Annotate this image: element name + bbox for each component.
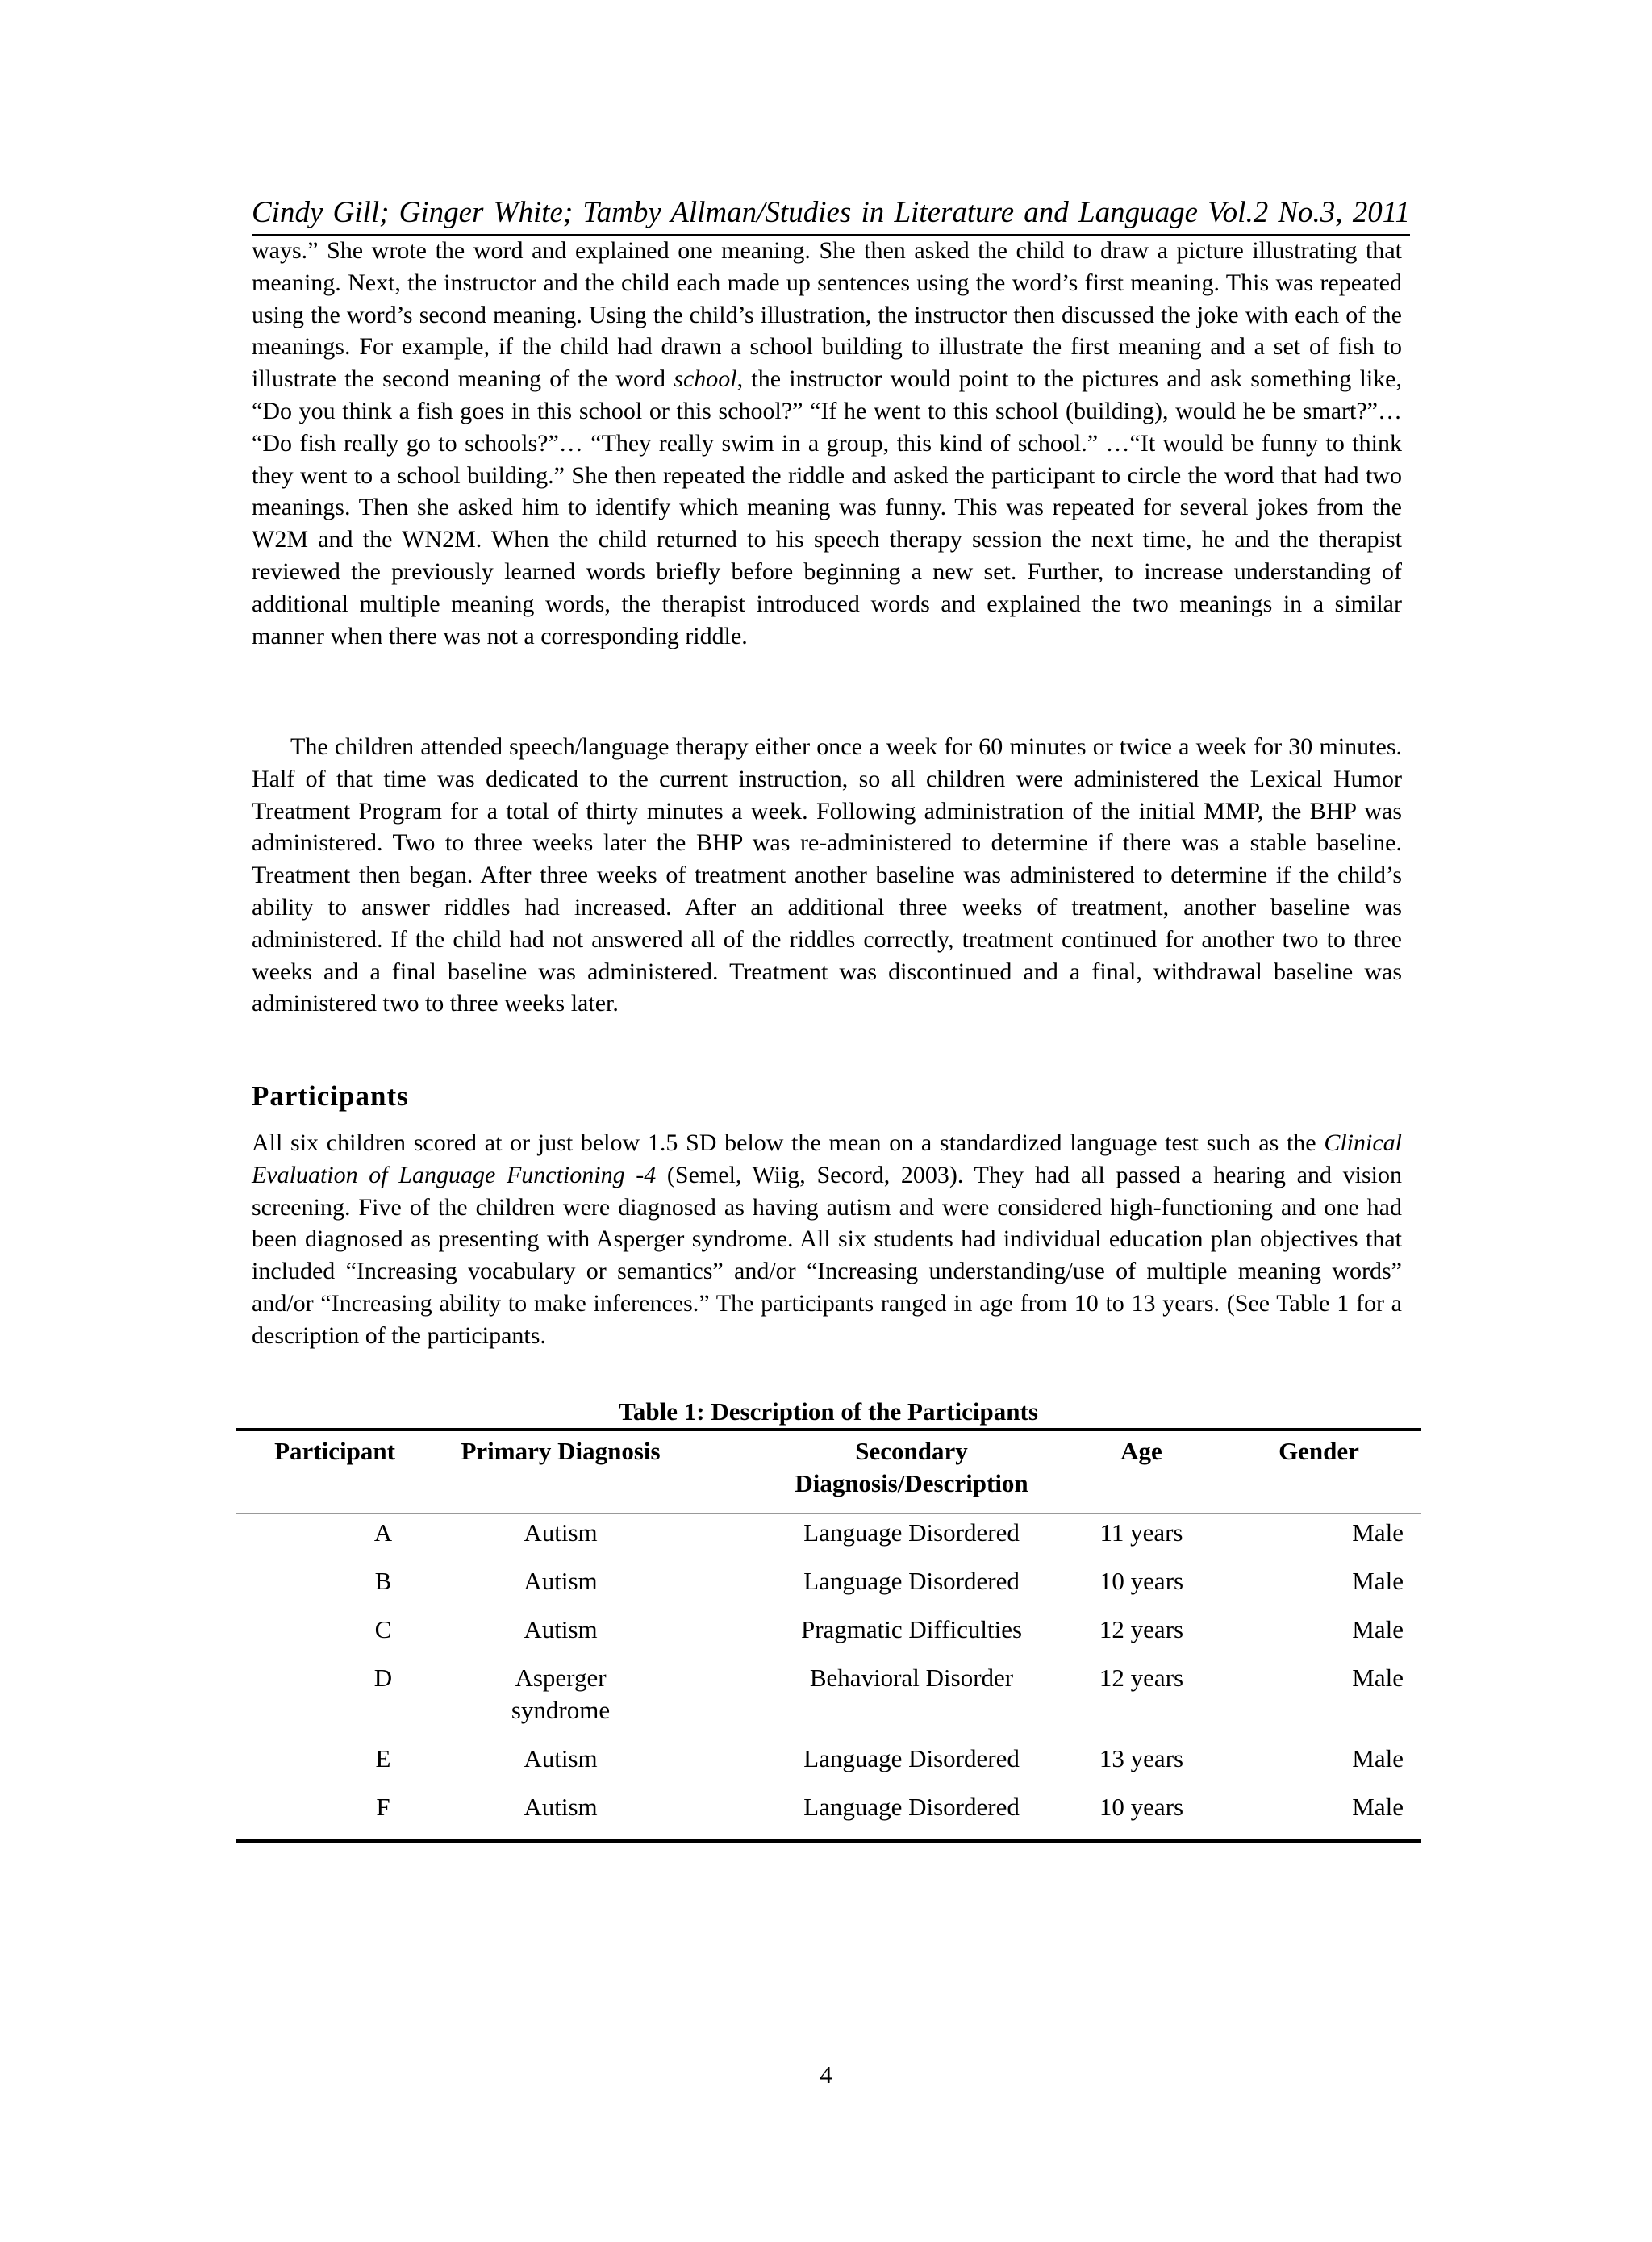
paragraph-text: , the instructor would point to the pictures and ask something like, “Do you think a fish goes in this school or this school?” “If he went to this school (building), would he be smart?”… “Do fish really go to schools?”… “They really swim in a group, this kind of school.” …“It would be funny to think they went to a school building.” She then repeated the riddle and asked the participant to circle the word that had two meanings. Then she asked him to identify which meaning was funny. This was repeated for several jokes from the W2M and the WN2M. When the child returned to his speech therapy session the next time, he and the therapist reviewed the previously learned words briefly before beginning a new set. Further, to increase understanding of additional multiple meaning words, the therapist introduced words and explained the two meanings in a similar manner when there was not a corresponding riddle.	[252, 365, 1402, 649]
cell-age: 12 years	[1099, 1615, 1184, 1643]
page-number: 4	[820, 2060, 832, 2089]
cell-secondary-diagnosis: Language Disordered	[803, 1567, 1020, 1595]
cell-secondary-diagnosis: Language Disordered	[803, 1744, 1020, 1772]
cell-age: 11 years	[1099, 1518, 1183, 1547]
cell-participant: C	[374, 1615, 392, 1643]
table-bottom-rule	[236, 1839, 1421, 1843]
cell-participant: E	[375, 1744, 391, 1772]
cell-gender: Male	[1352, 1744, 1404, 1772]
cell-age: 13 years	[1099, 1744, 1184, 1772]
cell-participant: F	[376, 1793, 390, 1821]
header-participant: Participant	[274, 1437, 395, 1465]
table-top-rule	[236, 1428, 1421, 1431]
cell-secondary-diagnosis: Pragmatic Difficulties	[800, 1615, 1023, 1643]
cell-secondary-diagnosis: Language Disordered	[803, 1518, 1020, 1547]
italic-test-title: Clinical Evaluation of Language Functioning -4	[252, 1129, 1402, 1188]
table-header-rule	[236, 1513, 1421, 1514]
cell-primary-diagnosis: Autism	[524, 1615, 598, 1643]
cell-primary-diagnosis: Autism	[524, 1793, 598, 1821]
header-age: Age	[1120, 1437, 1162, 1465]
section-heading-participants: Participants	[252, 1080, 409, 1112]
header-secondary-line1: Secondary	[855, 1437, 968, 1465]
cell-age: 10 years	[1099, 1793, 1184, 1821]
paragraph-text: ways.” She wrote the word and explained one meaning. She then asked the child to draw a picture illustrating that meaning. Next, the instructor and the child each made up sentences using the word’s first meaning. This was repeated using the word’s second meaning. Using the child’s illustration, the instructor then discussed the joke with each of the meanings. For example, if the child had drawn a school building to illustrate the first meaning and a set of fish to illustrate the second meaning of the word	[252, 237, 1402, 393]
table-caption: Table 1: Description of the Participants	[619, 1397, 1038, 1426]
cell-gender: Male	[1352, 1615, 1404, 1643]
cell-primary-diagnosis: Autism	[524, 1744, 598, 1772]
cell-participant: B	[374, 1567, 392, 1595]
cell-gender: Male	[1352, 1793, 1404, 1821]
cell-participant: A	[373, 1518, 393, 1547]
cell-gender: Male	[1352, 1567, 1404, 1595]
cell-secondary-diagnosis: Behavioral Disorder	[809, 1664, 1014, 1692]
cell-primary-diagnosis: Autism	[524, 1567, 598, 1595]
header-secondary-line2: Diagnosis/Description	[795, 1469, 1028, 1497]
paragraph-participants	[252, 1127, 1402, 1352]
cell-age: 12 years	[1099, 1664, 1184, 1692]
cell-primary-diagnosis: Autism	[524, 1518, 598, 1547]
cell-gender: Male	[1352, 1518, 1404, 1547]
running-header: Cindy Gill; Ginger White; Tamby Allman/Studies in Literature and Language Vol.2 No.3, 2011	[252, 196, 1410, 229]
cell-gender: Male	[1352, 1664, 1404, 1692]
paragraph-text: All six children scored at or just below 1.5 SD below the mean on a standardized language test such as the	[252, 1129, 1325, 1156]
cell-secondary-diagnosis: Language Disordered	[803, 1793, 1020, 1821]
paragraph-instruction-procedure	[252, 235, 1402, 652]
italic-term-school: school	[674, 365, 737, 393]
cell-primary-diagnosis-line2: syndrome	[511, 1696, 611, 1724]
paragraph-therapy-schedule: The children attended speech/language therapy either once a week for 60 minutes or twice a week for 30 minutes. Half of that time was dedicated to the current instruction, so all children were administered the Lexical Humor Treatment Program for a total of thirty minutes a week. Following administration of the initial MMP, the BHP was administered. Two to three weeks later the BHP was re-administered to determine if there was a stable baseline. Treatment then began. After three weeks of treatment another baseline was administered to determine if the child’s ability to answer riddles had increased. After an additional three weeks of treatment, another baseline was administered. If the child had not answered all of the riddles correctly, treatment continued for another two to three weeks and a final baseline was administered. Treatment was discontinued and a final, withdrawal baseline was administered two to three weeks later.	[252, 733, 1402, 1017]
header-gender: Gender	[1279, 1437, 1359, 1465]
cell-age: 10 years	[1099, 1567, 1184, 1595]
header-primary-diagnosis: Primary Diagnosis	[461, 1437, 661, 1465]
cell-primary-diagnosis: Asperger	[515, 1664, 607, 1692]
paragraph-text: (Semel, Wiig, Secord, 2003). They had all passed a hearing and vision screening. Five of the children were diagnosed as having autism and were considered high-functioning and one had been diagnosed as presenting with Asperger syndrome. All six students had individual education plan objectives that included “Increasing vocabulary or semantics” and/or “Increasing understanding/use of multiple meaning words” and/or “Increasing ability to make inferences.” The participants ranged in age from 10 to 13 years. (See Table 1 for a description of the participants.	[252, 1161, 1403, 1349]
cell-participant: D	[373, 1664, 393, 1692]
